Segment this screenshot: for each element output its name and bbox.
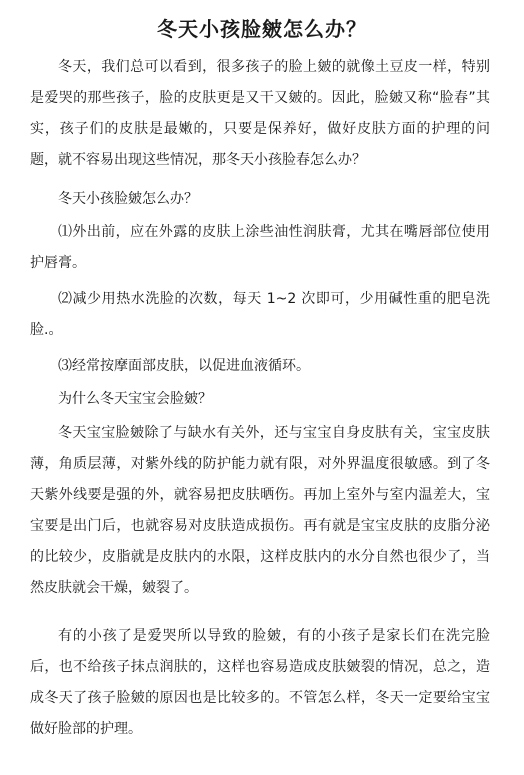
cause-paragraph: 冬天宝宝脸皴除了与缺水有关外，还与宝宝自身皮肤有关，宝宝皮肤薄，角质层薄，对紫外线的防护能力就有限，对外界温度很敏感。到了冬天紫外线要是强的外，就容易把皮肤晒伤。再加上室外与室内温差大，宝宝要是出门后，也就容易对皮肤造成损伤。再有就是宝宝皮肤的皮脂分泌的比较少，皮脂就是皮肤内的水限，这样皮肤内的水分自然也很少了，当然皮肤就会干燥，皴裂了。	[30, 425, 490, 596]
tip-3-paragraph: ⑶经常按摩面部皮肤，以促进血液循环。	[58, 358, 310, 374]
intro-paragraph: 冬天，我们总可以看到，很多孩子的脸上皴的就像土豆皮一样，特别是爱哭的那些孩子，脸的皮肤更是又干又皴的。因此，脸皴又称“脸春”其实，孩子们的皮肤是最嫩的，只要是保养好，做好皮肤方面的护理的问题，就不容易出现这些情况，那冬天小孩脸春怎么办？	[30, 59, 490, 168]
section-heading-why: 为什么冬天宝宝会脸皴？	[58, 391, 212, 407]
conclusion-paragraph: 有的小孩了是爱哭所以导致的脸皴，有的小孩子是家长们在洗完脸后，也不给孩子抹点润肤的，这样也容易造成皮肤皴裂的情况，总之，造成冬天了孩子脸皴的原因也是比较多的。不管怎么样，冬天一定要给宝宝做好脸部的护理。	[30, 628, 490, 737]
tip-1-paragraph: ⑴外出前，应在外露的皮肤上涂些油性润肤膏，尤其在嘴唇部位使用护唇膏。	[30, 224, 490, 271]
tip-2-paragraph: ⑵减少用热水洗脸的次数，每天 1~2 次即可，少用碱性重的肥皂洗脸.。	[30, 291, 490, 338]
article-title: 冬天小孩脸皴怎么办？	[157, 17, 367, 41]
section-heading-how-to: 冬天小孩脸皴怎么办？	[58, 191, 198, 207]
